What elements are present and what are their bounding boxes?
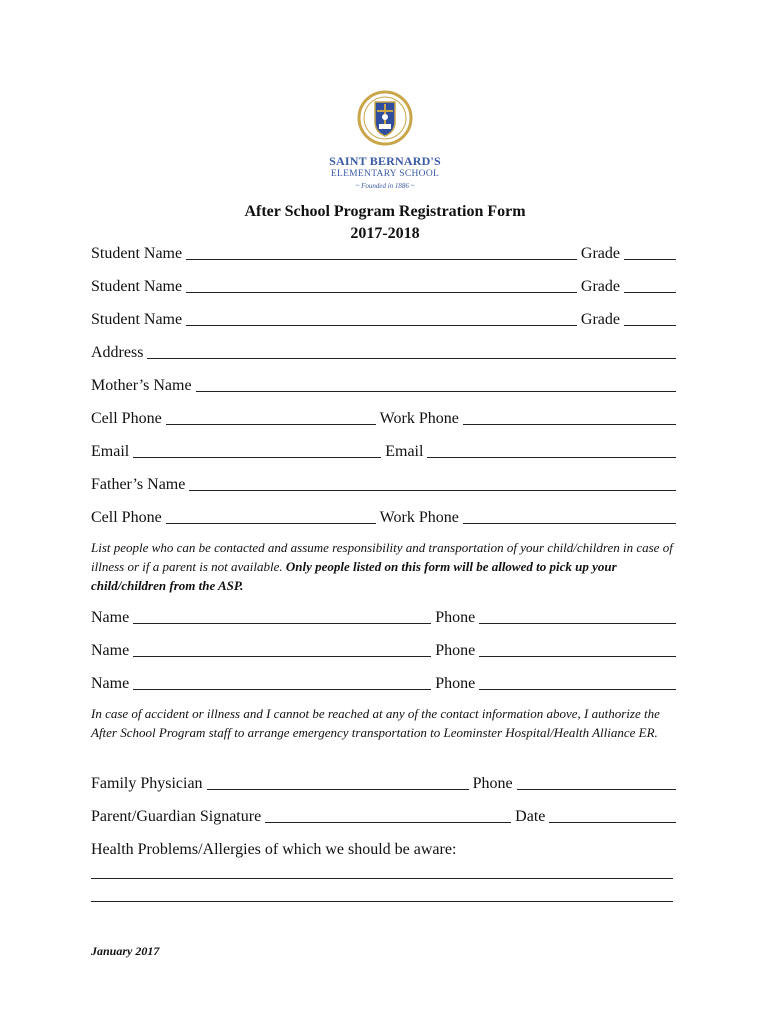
student-name-label: Student Name bbox=[91, 311, 183, 328]
contact-phone-field[interactable] bbox=[479, 622, 676, 624]
footer-date: January 2017 bbox=[91, 944, 160, 958]
mother-phone-row bbox=[91, 408, 676, 428]
email-label: Email bbox=[91, 443, 130, 460]
student-row-2 bbox=[91, 276, 676, 296]
student-name-label: Student Name bbox=[91, 245, 183, 262]
mother-cell-phone-field[interactable] bbox=[166, 423, 376, 425]
fathers-name-field[interactable] bbox=[189, 489, 676, 491]
contact-phone-label: Phone bbox=[435, 609, 476, 626]
emergency-note: In case of accident or illness and I cannot be reached at any of the contact information above, I authorize the After School Program staff to arrange emergency transportation to Leominster Hospital/Health Alliance ER. bbox=[91, 706, 660, 740]
health-line-2[interactable] bbox=[91, 901, 673, 902]
grade-field[interactable] bbox=[624, 258, 676, 260]
signature-row bbox=[91, 806, 676, 826]
student-row-3 bbox=[91, 309, 676, 329]
logo-school-name: SAINT BERNARD'S bbox=[329, 154, 441, 168]
form-title: After School Program Registration Form bbox=[244, 203, 526, 220]
contact-name-field[interactable] bbox=[133, 688, 431, 690]
contact-name-field[interactable] bbox=[133, 622, 431, 624]
form-year: 2017-2018 bbox=[350, 225, 420, 242]
student-row-1 bbox=[91, 243, 676, 263]
work-phone-label: Work Phone bbox=[379, 509, 459, 526]
family-physician-field[interactable] bbox=[207, 788, 469, 790]
email-label-2: Email bbox=[385, 443, 424, 460]
grade-field[interactable] bbox=[624, 291, 676, 293]
health-line-1[interactable] bbox=[91, 878, 673, 879]
father-phone-row bbox=[91, 507, 676, 527]
grade-field[interactable] bbox=[624, 324, 676, 326]
family-physician-label: Family Physician bbox=[91, 775, 203, 792]
pickup-note-bold: Only people listed on this form will be allowed to pick up your child/children from the ASP. bbox=[91, 559, 617, 593]
contact-name-label: Name bbox=[91, 642, 130, 659]
fathers-name-row bbox=[91, 474, 676, 494]
signature-label: Parent/Guardian Signature bbox=[91, 808, 262, 825]
health-label: Health Problems/Allergies of which we should be aware: bbox=[91, 841, 457, 858]
logo-school-subtitle: ELEMENTARY SCHOOL bbox=[330, 169, 440, 179]
date-label: Date bbox=[515, 808, 546, 825]
mother-work-phone-field[interactable] bbox=[463, 423, 676, 425]
pickup-note-text: List people who can be contacted and assume responsibility and transportation of your child/children in case of illness or if a parent is not available. bbox=[91, 540, 673, 574]
school-crest-icon bbox=[357, 88, 413, 150]
contact-name-field[interactable] bbox=[133, 655, 431, 657]
father-cell-phone-field[interactable] bbox=[166, 522, 376, 524]
physician-phone-label: Phone bbox=[472, 775, 513, 792]
student-name-field[interactable] bbox=[186, 258, 577, 260]
fathers-name-label: Father’s Name bbox=[91, 476, 186, 493]
contact-row-2 bbox=[91, 640, 676, 660]
mothers-name-label: Mother’s Name bbox=[91, 377, 192, 394]
mothers-name-field[interactable] bbox=[196, 390, 676, 392]
grade-label: Grade bbox=[580, 245, 620, 262]
signature-field[interactable] bbox=[265, 821, 511, 823]
mother-email-field-2[interactable] bbox=[427, 456, 676, 458]
logo-founded: ~ Founded in 1886 ~ bbox=[355, 182, 415, 190]
contact-row-3 bbox=[91, 673, 676, 693]
address-field[interactable] bbox=[147, 357, 676, 359]
student-name-label: Student Name bbox=[91, 278, 183, 295]
mother-email-row bbox=[91, 441, 676, 461]
student-name-field[interactable] bbox=[186, 324, 577, 326]
physician-row bbox=[91, 773, 676, 793]
physician-phone-field[interactable] bbox=[517, 788, 676, 790]
address-row bbox=[91, 342, 676, 362]
cell-phone-label: Cell Phone bbox=[91, 410, 162, 427]
school-logo bbox=[318, 88, 452, 198]
contact-phone-field[interactable] bbox=[479, 655, 676, 657]
mother-email-field[interactable] bbox=[133, 456, 381, 458]
contact-phone-field[interactable] bbox=[479, 688, 676, 690]
pickup-note bbox=[91, 538, 681, 595]
date-field[interactable] bbox=[549, 821, 676, 823]
contact-phone-label: Phone bbox=[435, 675, 476, 692]
contact-name-label: Name bbox=[91, 675, 130, 692]
work-phone-label: Work Phone bbox=[379, 410, 459, 427]
grade-label: Grade bbox=[580, 278, 620, 295]
health-row bbox=[91, 839, 676, 859]
grade-label: Grade bbox=[580, 311, 620, 328]
contact-phone-label: Phone bbox=[435, 642, 476, 659]
cell-phone-label: Cell Phone bbox=[91, 509, 162, 526]
student-name-field[interactable] bbox=[186, 291, 577, 293]
contact-name-label: Name bbox=[91, 609, 130, 626]
contact-row-1 bbox=[91, 607, 676, 627]
address-label: Address bbox=[91, 344, 144, 361]
mothers-name-row bbox=[91, 375, 676, 395]
father-work-phone-field[interactable] bbox=[463, 522, 676, 524]
